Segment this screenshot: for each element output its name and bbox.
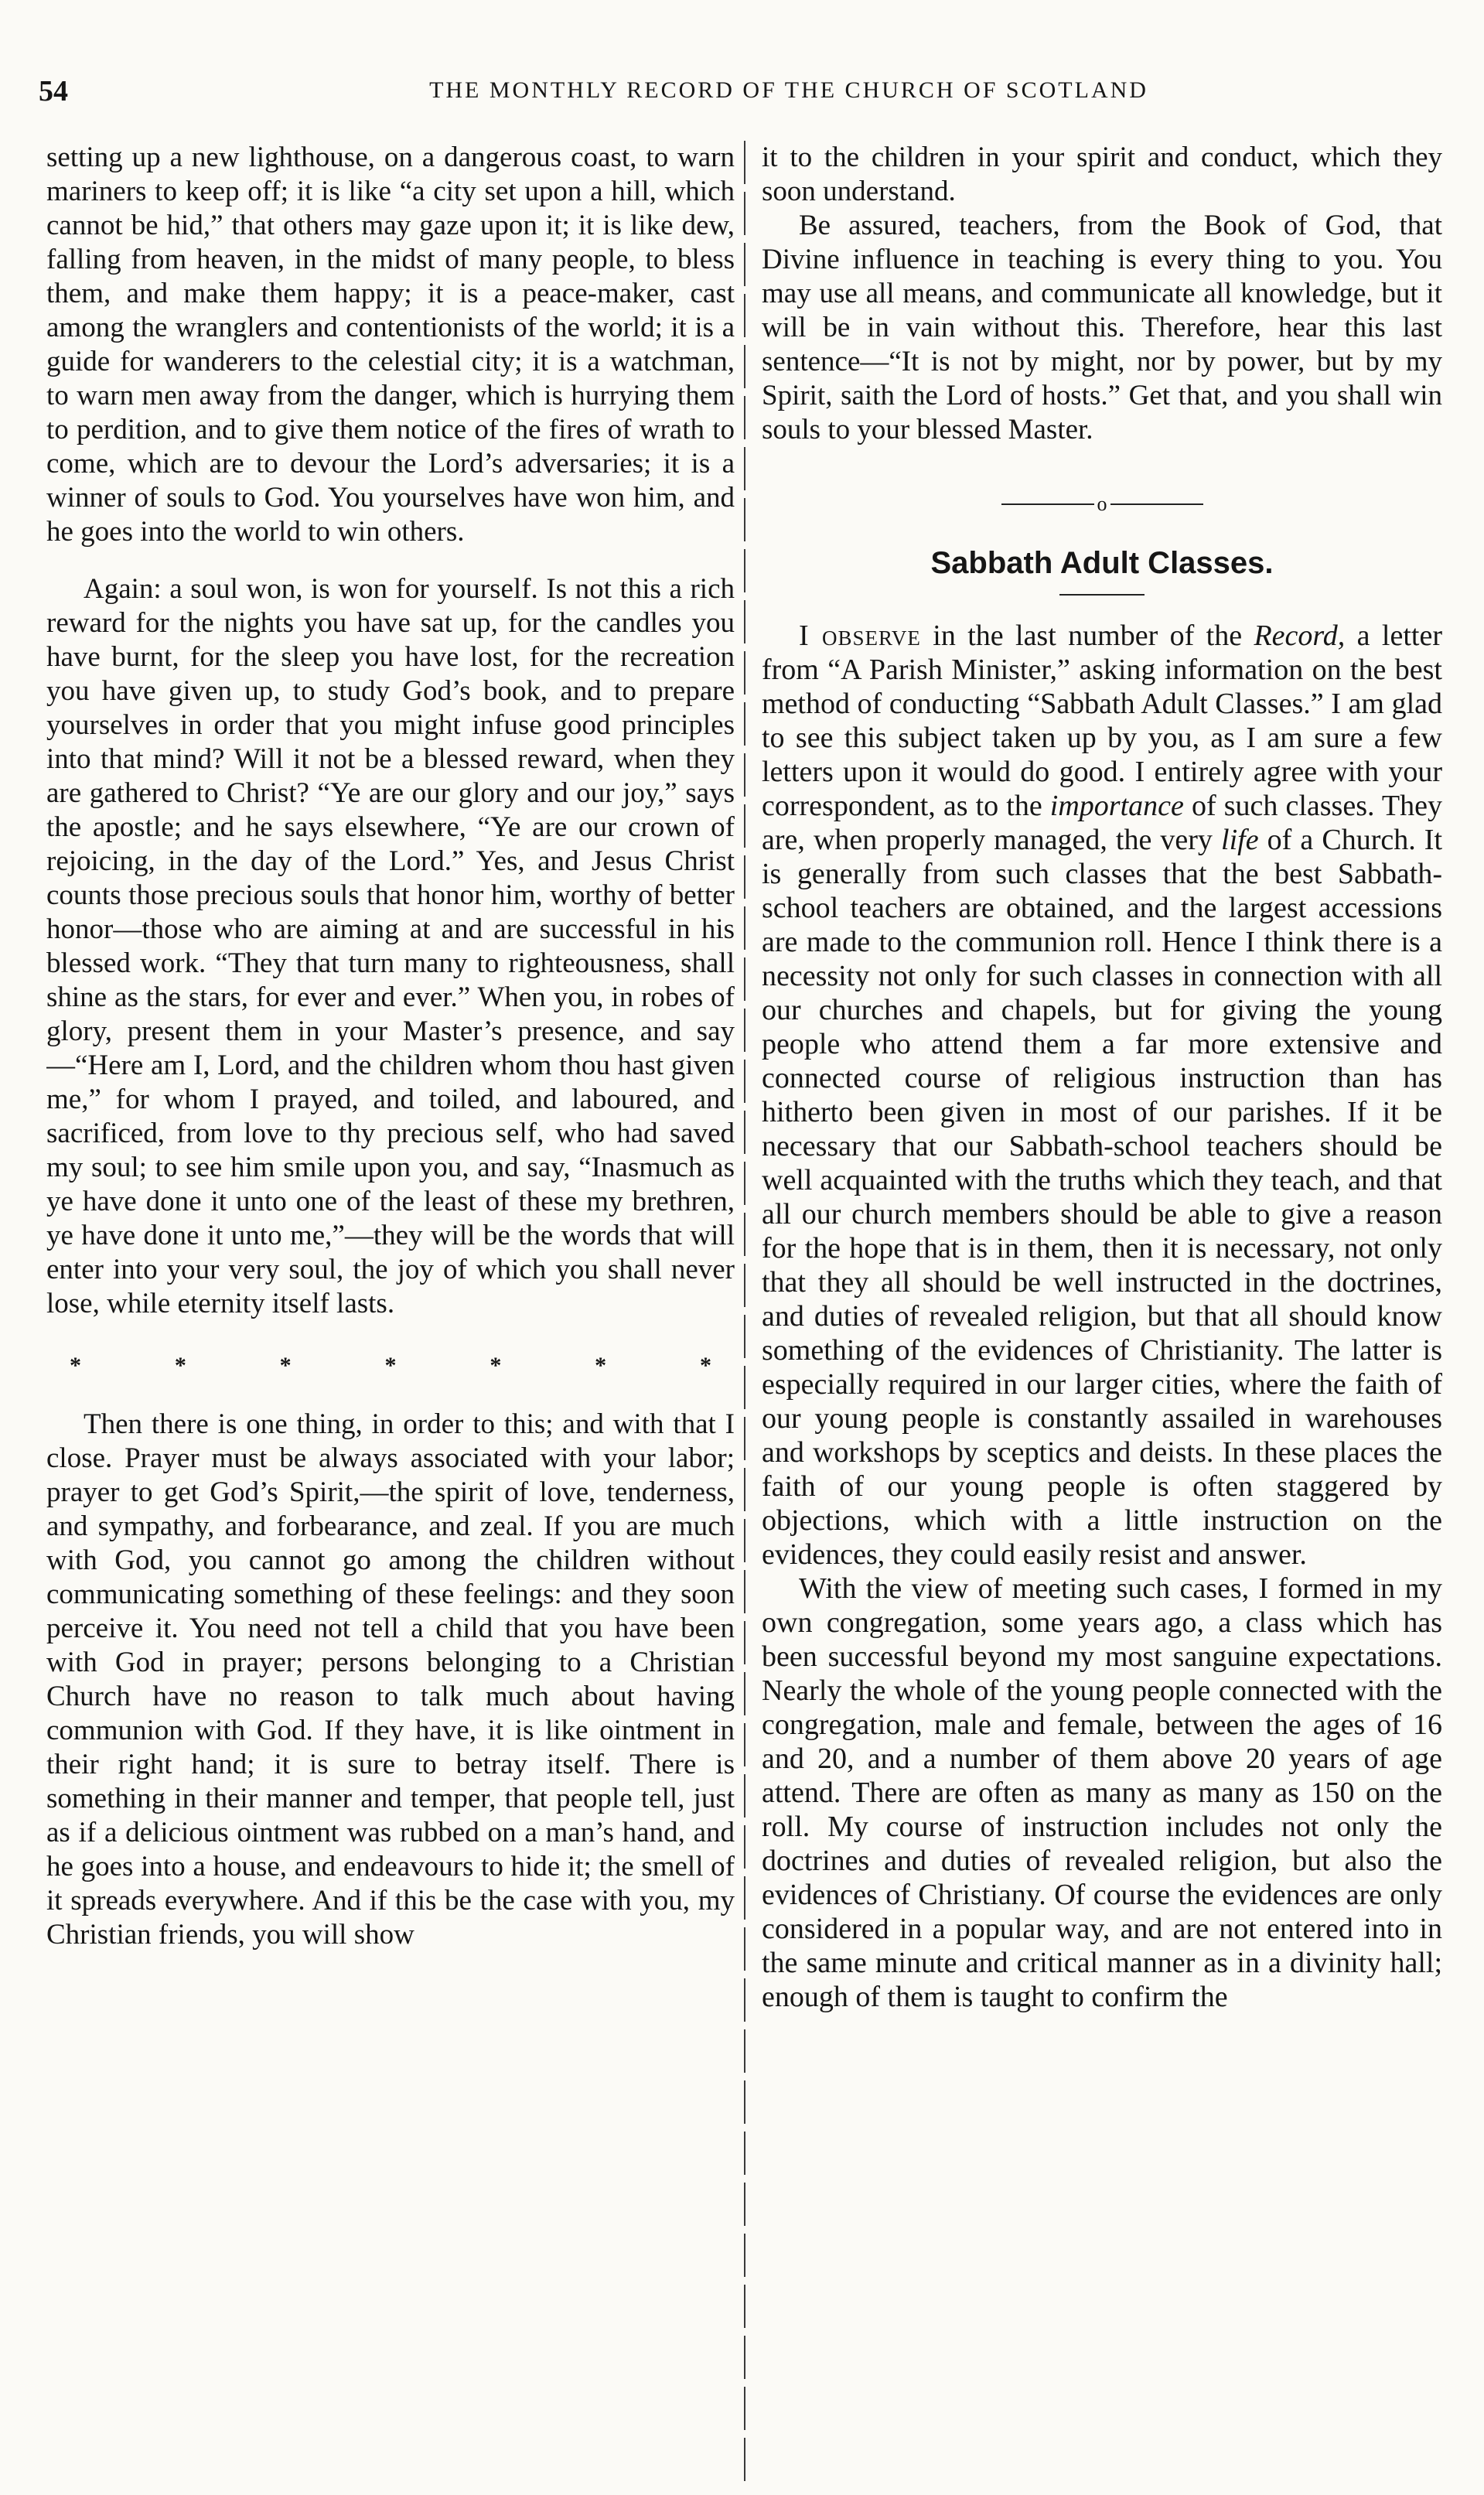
star: * <box>699 1353 711 1378</box>
section-break-stars <box>46 1349 735 1383</box>
star: * <box>70 1353 81 1378</box>
left-paragraph-1: setting up a new lighthouse, on a dangerous coast, to warn mariners to keep off; it is like “a city set upon a hill, which cannot be hid,” that others may gaze upon it; it is like dew, falling from heaven, in the midst of many people, to bless them, and make them happy; it is a peace-maker, cast among the wranglers and contentionists of the world; it is a guide for wanderers to the celestial city; it is a watchman, to warn men away from the danger, which is hurrying them to perdition, and to give them notice of the fires of wrath to come, which are to devour the Lord’s adversaries; it is a winner of souls to God. You yourselves have won him, and he goes into the world to win others. <box>46 142 735 548</box>
section-title: Sabbath Adult Classes. <box>930 546 1274 580</box>
star: * <box>279 1353 292 1378</box>
text-run: of a Church. It is generally from such classes that the best Sabbath-school teachers are obtained, and the largest accessions are made to the communion roll. Hence I think there is a necessity not only for such classes in connection with all our churches and chapels, but for giving the young people who attend them a far more extensive and connected course of religious instruction than has hitherto been given in most of our parishes. If it be necessary that our Sabbath-school teachers should be well acquainted with the truths which they teach, and that all our church members should be able to give a reason for the hope that is in them, then it is necessary, not only that they all should be well instructed in the doctrines, and duties of revealed religion, but that all should know something of the evidences of Christianity. The latter is especially required in our larger cities, where the faith of our young people is constantly assailed in warehouses and workshops by sceptics and deists. In these places the faith of our young people is often staggered by objections, which with a little instruction on the evidences, they could easily resist and answer. <box>762 824 1442 1571</box>
column-rule <box>744 141 745 2484</box>
left-column <box>46 141 735 2476</box>
italic-life: life <box>1221 824 1259 856</box>
star: * <box>490 1353 502 1378</box>
italic-importance: importance <box>1049 790 1184 822</box>
section-title-underline <box>1059 594 1145 596</box>
right-paragraph-2: Be assured, teachers, from the Book of God, that Divine influence in teaching is every thing to you. You may use all means, and communicate all knowledge, but it will be in vain without this. Therefore, hear this last sentence—“It is not by might, nor by power, but by my Spirit, saith the Lord of hosts.” Get that, and you shall win souls to your blessed Master. <box>762 210 1442 445</box>
divider-line-right <box>1110 503 1203 505</box>
text-run: of such classes. They are, when properly managed, the very <box>762 790 1442 856</box>
divider-line-left <box>1001 503 1094 505</box>
right-paragraph-3 <box>762 619 1442 1572</box>
lead-words: I observe <box>799 619 921 652</box>
star: * <box>174 1353 186 1378</box>
left-paragraph-2: Again: a soul won, is won for yourself. Is not this a rich reward for the nights you have sat up, for the candles you have burnt, for the sleep you have lost, for the recreation you have given up, to study God’s book, and to prepare yourselves in order that you might infuse good principles into that mind? Will it not be a blessed reward, when they are gathered to Christ? “Ye are our glory and our joy,” says the apostle; and he says elsewhere, “Ye are our crown of rejoicing, in the day of the Lord.” Yes, and Jesus Christ counts those precious souls that honor him, worthy of better honor—those who are aiming at and are successful in his blessed work. “They that turn many to righteousness, shall shine as the stars, for ever and ever.” When you, in robes of glory, present them in your Master’s presence, and say—“Here am I, Lord, and the children whom thou hast given me,” for whom I prayed, and toiled, and laboured, and sacrificed, from love to thy precious self, who had saved my soul; to see him smile upon you, and say, “Inasmuch as ye have done it unto one of the least of these my brethren, ye have done it unto me,”—they will be the words that will enter into your very soul, the joy of which you shall never lose, while eternity itself lasts. <box>46 573 735 1319</box>
right-paragraph-1: it to the children in your spirit and conduct, which they soon understand. <box>762 142 1442 207</box>
star: * <box>384 1353 397 1378</box>
page-header <box>39 74 1423 113</box>
right-column <box>762 141 1442 2476</box>
divider-mark: o <box>1097 493 1107 515</box>
text-run: in the last number of the <box>920 619 1254 652</box>
text-run: a letter from “A Parish Minister,” asking information on the best method of conducting “Sabbath Adult Classes.” I am glad to see this subject taken up by you, as I am sure a few letters upon it would do good. I entirely agree with your correspondent, as to the <box>762 619 1442 822</box>
italic-record: Record, <box>1254 619 1346 652</box>
star: * <box>595 1353 607 1378</box>
right-paragraph-4: With the view of meeting such cases, I formed in my own congregation, some years ago, a class which has been successful beyond my most sanguine expectations. Nearly the whole of the young people connected with the congregation, male and female, between the ages of 16 and 20, and a number of them above 20 years of age attend. There are often as many as many as 150 on the roll. My course of instruction includes not only the doctrines and duties of revealed religion, but also the evidences of Christiany. Of course the evidences are only considered in a popular way, and are not entered into in the same minute and critical manner as in a divinity hall; enough of them is taught to confirm the <box>762 1572 1442 2013</box>
page-number: 54 <box>39 75 68 108</box>
running-head: THE MONTHLY RECORD OF THE CHURCH OF SCOTLAND <box>429 77 1148 103</box>
ornamental-divider <box>762 493 1442 515</box>
left-paragraph-3: Then there is one thing, in order to this; and with that I close. Prayer must be always associated with your labor; prayer to get God’s Spirit,—the spirit of love, tenderness, and sympathy, and forbearance, and zeal. If you are much with God, you cannot go among the children without communicating something of these feelings: and they soon perceive it. You need not tell a child that you have been with God in prayer; persons belonging to a Christian Church have no reason to talk much about having communion with God. If they have, it is like ointment in their right hand; it is sure to betray itself. There is something in their manner and temper, that people tell, just as if a delicious ointment was rubbed on a man’s hand, and he goes into a house, and endeavours to hide it; the smell of it spreads everywhere. And if this be the case with you, my Christian friends, you will show <box>46 1408 735 1951</box>
